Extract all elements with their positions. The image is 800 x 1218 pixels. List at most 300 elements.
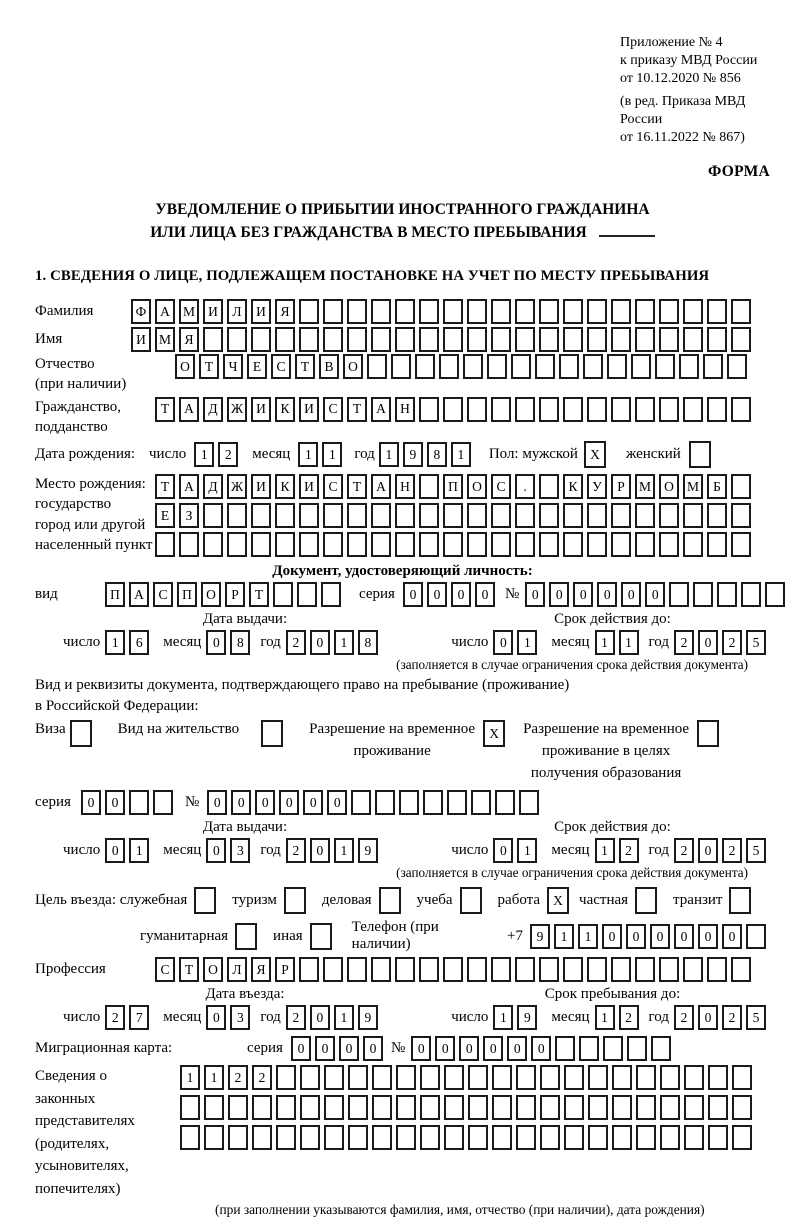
char-box[interactable] bbox=[555, 1036, 575, 1061]
char-box[interactable] bbox=[707, 299, 727, 324]
char-box[interactable]: 2 bbox=[722, 630, 742, 655]
char-box[interactable] bbox=[467, 299, 487, 324]
char-box[interactable] bbox=[612, 1125, 632, 1150]
char-box[interactable] bbox=[194, 887, 216, 914]
char-box[interactable] bbox=[635, 532, 655, 557]
birthplace-row2-boxes[interactable] bbox=[155, 503, 755, 528]
char-box[interactable] bbox=[539, 397, 559, 422]
char-box[interactable] bbox=[300, 1125, 320, 1150]
char-box[interactable] bbox=[731, 397, 751, 422]
char-box[interactable] bbox=[419, 327, 439, 352]
char-box[interactable]: 5 bbox=[746, 1005, 766, 1030]
char-box[interactable]: Ж bbox=[227, 397, 247, 422]
birthplace-row3-boxes[interactable] bbox=[155, 532, 755, 557]
char-box[interactable] bbox=[420, 1095, 440, 1120]
char-box[interactable]: 1 bbox=[180, 1065, 200, 1090]
birth-day-boxes[interactable] bbox=[194, 442, 242, 467]
char-box[interactable]: 1 bbox=[334, 630, 354, 655]
char-box[interactable] bbox=[323, 503, 343, 528]
char-box[interactable]: 0 bbox=[650, 924, 670, 949]
char-box[interactable] bbox=[419, 532, 439, 557]
purpose-private-checkbox[interactable] bbox=[635, 887, 661, 914]
char-box[interactable] bbox=[347, 327, 367, 352]
char-box[interactable] bbox=[635, 327, 655, 352]
char-box[interactable]: 0 bbox=[403, 582, 423, 607]
char-box[interactable] bbox=[631, 354, 651, 379]
char-box[interactable] bbox=[180, 1125, 200, 1150]
char-box[interactable]: 9 bbox=[358, 838, 378, 863]
char-box[interactable]: 1 bbox=[578, 924, 598, 949]
char-box[interactable] bbox=[299, 957, 319, 982]
char-box[interactable] bbox=[607, 354, 627, 379]
char-box[interactable]: 0 bbox=[206, 838, 226, 863]
char-box[interactable]: Ж bbox=[227, 474, 247, 499]
char-box[interactable]: 1 bbox=[105, 630, 125, 655]
stay-day-boxes[interactable] bbox=[493, 1005, 541, 1030]
char-box[interactable]: 2 bbox=[674, 838, 694, 863]
char-box[interactable] bbox=[660, 1065, 680, 1090]
residence-issue-year-boxes[interactable] bbox=[286, 838, 382, 863]
char-box[interactable]: Я bbox=[251, 957, 271, 982]
char-box[interactable]: 2 bbox=[105, 1005, 125, 1030]
char-box[interactable]: М bbox=[683, 474, 703, 499]
char-box[interactable] bbox=[727, 354, 747, 379]
char-box[interactable]: М bbox=[179, 299, 199, 324]
char-box[interactable] bbox=[276, 1065, 296, 1090]
char-box[interactable]: Е bbox=[247, 354, 267, 379]
char-box[interactable]: 0 bbox=[206, 1005, 226, 1030]
char-box[interactable]: 0 bbox=[493, 630, 513, 655]
char-box[interactable] bbox=[659, 327, 679, 352]
char-box[interactable] bbox=[732, 1065, 752, 1090]
char-box[interactable] bbox=[492, 1095, 512, 1120]
char-box[interactable] bbox=[587, 327, 607, 352]
char-box[interactable]: 0 bbox=[451, 582, 471, 607]
char-box[interactable]: О bbox=[467, 474, 487, 499]
char-box[interactable]: 0 bbox=[105, 790, 125, 815]
residence-valid-year-boxes[interactable] bbox=[674, 838, 770, 863]
char-box[interactable] bbox=[731, 957, 751, 982]
char-box[interactable]: 0 bbox=[483, 1036, 503, 1061]
residence-issue-month-boxes[interactable] bbox=[206, 838, 254, 863]
char-box[interactable]: 1 bbox=[334, 838, 354, 863]
purpose-humanitarian-checkbox[interactable] bbox=[235, 923, 261, 950]
char-box[interactable] bbox=[587, 503, 607, 528]
char-box[interactable] bbox=[707, 503, 727, 528]
residence-valid-day-boxes[interactable] bbox=[493, 838, 541, 863]
char-box[interactable] bbox=[153, 790, 173, 815]
char-box[interactable] bbox=[627, 1036, 647, 1061]
char-box[interactable] bbox=[708, 1095, 728, 1120]
char-box[interactable] bbox=[511, 354, 531, 379]
birth-year-boxes[interactable] bbox=[379, 442, 475, 467]
char-box[interactable] bbox=[180, 1095, 200, 1120]
char-box[interactable]: С bbox=[491, 474, 511, 499]
char-box[interactable]: 0 bbox=[207, 790, 227, 815]
char-box[interactable] bbox=[251, 327, 271, 352]
char-box[interactable] bbox=[540, 1125, 560, 1150]
char-box[interactable] bbox=[227, 503, 247, 528]
char-box[interactable] bbox=[540, 1095, 560, 1120]
char-box[interactable] bbox=[419, 474, 439, 499]
char-box[interactable] bbox=[420, 1125, 440, 1150]
char-box[interactable] bbox=[468, 1095, 488, 1120]
char-box[interactable]: 0 bbox=[493, 838, 513, 863]
char-box[interactable]: Я bbox=[179, 327, 199, 352]
char-box[interactable] bbox=[372, 1065, 392, 1090]
char-box[interactable]: О bbox=[201, 582, 221, 607]
char-box[interactable] bbox=[660, 1095, 680, 1120]
char-box[interactable] bbox=[539, 503, 559, 528]
char-box[interactable] bbox=[731, 503, 751, 528]
char-box[interactable]: 1 bbox=[379, 442, 399, 467]
char-box[interactable] bbox=[659, 397, 679, 422]
char-box[interactable] bbox=[516, 1065, 536, 1090]
residence-issue-day-boxes[interactable] bbox=[105, 838, 153, 863]
char-box[interactable] bbox=[563, 299, 583, 324]
char-box[interactable] bbox=[467, 532, 487, 557]
char-box[interactable] bbox=[659, 299, 679, 324]
char-box[interactable]: Д bbox=[203, 397, 223, 422]
char-box[interactable] bbox=[275, 503, 295, 528]
char-box[interactable]: И bbox=[251, 299, 271, 324]
char-box[interactable]: 0 bbox=[363, 1036, 383, 1061]
char-box[interactable] bbox=[539, 474, 559, 499]
char-box[interactable] bbox=[371, 532, 391, 557]
char-box[interactable]: 0 bbox=[310, 1005, 330, 1030]
char-box[interactable] bbox=[299, 327, 319, 352]
char-box[interactable] bbox=[516, 1095, 536, 1120]
residence-seria-boxes[interactable] bbox=[81, 790, 177, 815]
char-box[interactable] bbox=[372, 1095, 392, 1120]
char-box[interactable] bbox=[539, 532, 559, 557]
char-box[interactable] bbox=[731, 532, 751, 557]
char-box[interactable]: 2 bbox=[722, 838, 742, 863]
char-box[interactable]: 1 bbox=[322, 442, 342, 467]
char-box[interactable] bbox=[579, 1036, 599, 1061]
char-box[interactable] bbox=[563, 957, 583, 982]
char-box[interactable] bbox=[635, 397, 655, 422]
iddoc-valid-day-boxes[interactable] bbox=[493, 630, 541, 655]
char-box[interactable] bbox=[471, 790, 491, 815]
char-box[interactable] bbox=[310, 923, 332, 950]
char-box[interactable] bbox=[261, 720, 283, 747]
char-box[interactable] bbox=[611, 299, 631, 324]
char-box[interactable]: Т bbox=[347, 474, 367, 499]
purpose-business-checkbox[interactable] bbox=[379, 887, 405, 914]
char-box[interactable] bbox=[396, 1065, 416, 1090]
char-box[interactable] bbox=[371, 503, 391, 528]
char-box[interactable] bbox=[297, 582, 317, 607]
char-box[interactable]: 0 bbox=[722, 924, 742, 949]
char-box[interactable]: 1 bbox=[298, 442, 318, 467]
char-box[interactable]: 8 bbox=[427, 442, 447, 467]
char-box[interactable]: 9 bbox=[403, 442, 423, 467]
char-box[interactable] bbox=[587, 532, 607, 557]
char-box[interactable]: 5 bbox=[746, 630, 766, 655]
char-box[interactable] bbox=[515, 503, 535, 528]
iddoc-valid-year-boxes[interactable] bbox=[674, 630, 770, 655]
char-box[interactable]: X bbox=[584, 441, 606, 468]
char-box[interactable] bbox=[563, 397, 583, 422]
char-box[interactable]: 7 bbox=[129, 1005, 149, 1030]
char-box[interactable]: 1 bbox=[194, 442, 214, 467]
char-box[interactable] bbox=[659, 503, 679, 528]
char-box[interactable] bbox=[707, 327, 727, 352]
char-box[interactable] bbox=[347, 503, 367, 528]
char-box[interactable] bbox=[252, 1125, 272, 1150]
char-box[interactable] bbox=[746, 924, 766, 949]
char-box[interactable] bbox=[731, 327, 751, 352]
char-box[interactable]: 2 bbox=[619, 838, 639, 863]
char-box[interactable] bbox=[765, 582, 785, 607]
char-box[interactable] bbox=[731, 474, 751, 499]
char-box[interactable] bbox=[683, 503, 703, 528]
char-box[interactable]: 1 bbox=[493, 1005, 513, 1030]
char-box[interactable] bbox=[717, 582, 737, 607]
char-box[interactable] bbox=[587, 957, 607, 982]
char-box[interactable] bbox=[284, 887, 306, 914]
residence-valid-month-boxes[interactable] bbox=[595, 838, 643, 863]
char-box[interactable] bbox=[708, 1065, 728, 1090]
char-box[interactable]: А bbox=[371, 474, 391, 499]
surname-boxes[interactable] bbox=[131, 299, 755, 324]
char-box[interactable]: 8 bbox=[230, 630, 250, 655]
char-box[interactable]: 2 bbox=[674, 1005, 694, 1030]
char-box[interactable]: 1 bbox=[129, 838, 149, 863]
char-box[interactable]: Т bbox=[155, 397, 175, 422]
char-box[interactable]: 0 bbox=[339, 1036, 359, 1061]
char-box[interactable]: 1 bbox=[595, 630, 615, 655]
char-box[interactable]: 0 bbox=[310, 838, 330, 863]
char-box[interactable]: А bbox=[371, 397, 391, 422]
char-box[interactable] bbox=[669, 582, 689, 607]
char-box[interactable] bbox=[611, 397, 631, 422]
char-box[interactable] bbox=[204, 1125, 224, 1150]
char-box[interactable] bbox=[395, 503, 415, 528]
char-box[interactable]: 2 bbox=[286, 630, 306, 655]
char-box[interactable] bbox=[679, 354, 699, 379]
char-box[interactable] bbox=[659, 532, 679, 557]
char-box[interactable]: Д bbox=[203, 474, 223, 499]
char-box[interactable] bbox=[395, 327, 415, 352]
char-box[interactable]: 2 bbox=[674, 630, 694, 655]
char-box[interactable]: К bbox=[275, 397, 295, 422]
sex-female-checkbox[interactable] bbox=[689, 441, 715, 468]
char-box[interactable] bbox=[396, 1095, 416, 1120]
char-box[interactable]: С bbox=[271, 354, 291, 379]
iddoc-issue-month-boxes[interactable] bbox=[206, 630, 254, 655]
char-box[interactable]: 0 bbox=[315, 1036, 335, 1061]
purpose-other-checkbox[interactable] bbox=[310, 923, 336, 950]
char-box[interactable] bbox=[707, 532, 727, 557]
char-box[interactable] bbox=[419, 957, 439, 982]
char-box[interactable] bbox=[252, 1095, 272, 1120]
char-box[interactable]: 0 bbox=[573, 582, 593, 607]
char-box[interactable] bbox=[300, 1095, 320, 1120]
char-box[interactable] bbox=[443, 397, 463, 422]
char-box[interactable] bbox=[651, 1036, 671, 1061]
char-box[interactable] bbox=[559, 354, 579, 379]
char-box[interactable] bbox=[635, 887, 657, 914]
char-box[interactable] bbox=[467, 503, 487, 528]
char-box[interactable]: О bbox=[659, 474, 679, 499]
char-box[interactable] bbox=[515, 327, 535, 352]
char-box[interactable] bbox=[321, 582, 341, 607]
char-box[interactable] bbox=[419, 397, 439, 422]
char-box[interactable] bbox=[492, 1125, 512, 1150]
char-box[interactable]: 2 bbox=[619, 1005, 639, 1030]
char-box[interactable]: 2 bbox=[228, 1065, 248, 1090]
char-box[interactable]: Т bbox=[295, 354, 315, 379]
char-box[interactable]: 0 bbox=[531, 1036, 551, 1061]
char-box[interactable] bbox=[539, 299, 559, 324]
char-box[interactable]: 5 bbox=[746, 838, 766, 863]
char-box[interactable] bbox=[515, 957, 535, 982]
char-box[interactable] bbox=[228, 1125, 248, 1150]
char-box[interactable]: 1 bbox=[619, 630, 639, 655]
char-box[interactable] bbox=[683, 397, 703, 422]
char-box[interactable] bbox=[491, 532, 511, 557]
char-box[interactable] bbox=[371, 299, 391, 324]
residence-number-boxes[interactable] bbox=[207, 790, 543, 815]
char-box[interactable]: 3 bbox=[230, 1005, 250, 1030]
char-box[interactable] bbox=[636, 1065, 656, 1090]
char-box[interactable]: 0 bbox=[279, 790, 299, 815]
purpose-transit-checkbox[interactable] bbox=[729, 887, 755, 914]
char-box[interactable]: П bbox=[443, 474, 463, 499]
char-box[interactable] bbox=[228, 1095, 248, 1120]
citizenship-boxes[interactable] bbox=[155, 397, 755, 422]
char-box[interactable]: Т bbox=[347, 397, 367, 422]
char-box[interactable] bbox=[612, 1095, 632, 1120]
char-box[interactable] bbox=[683, 532, 703, 557]
char-box[interactable]: 0 bbox=[310, 630, 330, 655]
char-box[interactable]: X bbox=[547, 887, 569, 914]
char-box[interactable] bbox=[707, 397, 727, 422]
char-box[interactable] bbox=[683, 327, 703, 352]
char-box[interactable]: 0 bbox=[435, 1036, 455, 1061]
char-box[interactable]: А bbox=[129, 582, 149, 607]
char-box[interactable] bbox=[708, 1125, 728, 1150]
char-box[interactable]: 0 bbox=[525, 582, 545, 607]
char-box[interactable]: 0 bbox=[698, 1005, 718, 1030]
char-box[interactable]: Р bbox=[225, 582, 245, 607]
char-box[interactable] bbox=[299, 299, 319, 324]
char-box[interactable]: А bbox=[179, 397, 199, 422]
char-box[interactable] bbox=[395, 957, 415, 982]
char-box[interactable] bbox=[420, 1065, 440, 1090]
guardians-row3-boxes[interactable] bbox=[180, 1125, 756, 1150]
char-box[interactable] bbox=[603, 1036, 623, 1061]
char-box[interactable] bbox=[491, 957, 511, 982]
char-box[interactable] bbox=[395, 532, 415, 557]
char-box[interactable] bbox=[348, 1065, 368, 1090]
char-box[interactable]: 0 bbox=[411, 1036, 431, 1061]
char-box[interactable] bbox=[347, 532, 367, 557]
char-box[interactable]: 0 bbox=[645, 582, 665, 607]
char-box[interactable]: Я bbox=[275, 299, 295, 324]
iddoc-valid-month-boxes[interactable] bbox=[595, 630, 643, 655]
char-box[interactable]: У bbox=[587, 474, 607, 499]
char-box[interactable] bbox=[251, 532, 271, 557]
char-box[interactable] bbox=[423, 790, 443, 815]
purpose-study-checkbox[interactable] bbox=[460, 887, 486, 914]
char-box[interactable] bbox=[655, 354, 675, 379]
char-box[interactable]: 1 bbox=[334, 1005, 354, 1030]
char-box[interactable]: Ч bbox=[223, 354, 243, 379]
char-box[interactable] bbox=[372, 1125, 392, 1150]
char-box[interactable] bbox=[299, 532, 319, 557]
char-box[interactable] bbox=[588, 1095, 608, 1120]
char-box[interactable] bbox=[684, 1125, 704, 1150]
visa-checkbox[interactable] bbox=[70, 720, 96, 747]
char-box[interactable] bbox=[583, 354, 603, 379]
char-box[interactable]: 1 bbox=[595, 838, 615, 863]
char-box[interactable] bbox=[563, 503, 583, 528]
char-box[interactable]: 1 bbox=[451, 442, 471, 467]
entry-day-boxes[interactable] bbox=[105, 1005, 153, 1030]
char-box[interactable]: Н bbox=[395, 474, 415, 499]
char-box[interactable] bbox=[300, 1065, 320, 1090]
char-box[interactable]: 0 bbox=[597, 582, 617, 607]
char-box[interactable]: П bbox=[177, 582, 197, 607]
char-box[interactable] bbox=[659, 957, 679, 982]
char-box[interactable] bbox=[467, 327, 487, 352]
char-box[interactable]: 0 bbox=[291, 1036, 311, 1061]
char-box[interactable] bbox=[348, 1095, 368, 1120]
char-box[interactable] bbox=[129, 790, 149, 815]
char-box[interactable] bbox=[235, 923, 257, 950]
char-box[interactable] bbox=[703, 354, 723, 379]
doc-number-boxes[interactable] bbox=[525, 582, 789, 607]
char-box[interactable] bbox=[391, 354, 411, 379]
char-box[interactable] bbox=[371, 327, 391, 352]
char-box[interactable] bbox=[588, 1125, 608, 1150]
doc-seria-boxes[interactable] bbox=[403, 582, 499, 607]
char-box[interactable]: И bbox=[299, 474, 319, 499]
char-box[interactable] bbox=[463, 354, 483, 379]
char-box[interactable] bbox=[611, 327, 631, 352]
migcard-number-boxes[interactable] bbox=[411, 1036, 675, 1061]
char-box[interactable] bbox=[491, 503, 511, 528]
char-box[interactable]: Ф bbox=[131, 299, 151, 324]
iddoc-issue-year-boxes[interactable] bbox=[286, 630, 382, 655]
char-box[interactable] bbox=[660, 1125, 680, 1150]
char-box[interactable]: 2 bbox=[286, 1005, 306, 1030]
temp-residence-checkbox[interactable] bbox=[483, 720, 509, 747]
char-box[interactable] bbox=[468, 1125, 488, 1150]
char-box[interactable]: 0 bbox=[602, 924, 622, 949]
char-box[interactable]: 0 bbox=[698, 630, 718, 655]
char-box[interactable]: М bbox=[635, 474, 655, 499]
char-box[interactable]: 6 bbox=[129, 630, 149, 655]
char-box[interactable]: И bbox=[299, 397, 319, 422]
char-box[interactable] bbox=[683, 299, 703, 324]
char-box[interactable] bbox=[491, 327, 511, 352]
purpose-work-checkbox[interactable] bbox=[547, 887, 573, 914]
char-box[interactable] bbox=[697, 720, 719, 747]
purpose-tourism-checkbox[interactable] bbox=[284, 887, 310, 914]
migcard-seria-boxes[interactable] bbox=[291, 1036, 387, 1061]
char-box[interactable] bbox=[564, 1095, 584, 1120]
char-box[interactable]: С bbox=[155, 957, 175, 982]
char-box[interactable]: О bbox=[343, 354, 363, 379]
entry-month-boxes[interactable] bbox=[206, 1005, 254, 1030]
char-box[interactable]: 9 bbox=[530, 924, 550, 949]
char-box[interactable] bbox=[732, 1095, 752, 1120]
char-box[interactable]: И bbox=[251, 397, 271, 422]
